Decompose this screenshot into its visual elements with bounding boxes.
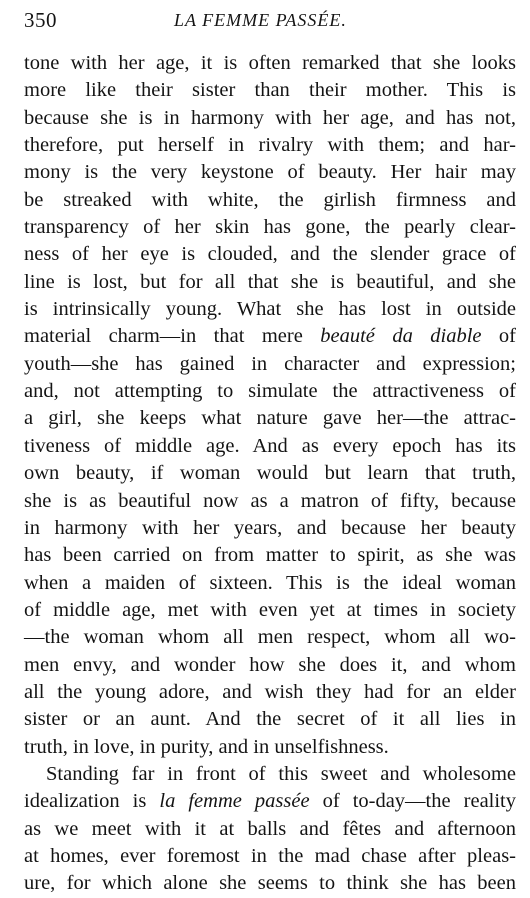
text-line: at homes, ever foremost in the mad chase after pleas- xyxy=(24,844,516,867)
text-line: tone with her age, it is often remarked that she looks xyxy=(24,52,516,74)
text-line: men envy, and wonder how she does it, and whom xyxy=(24,653,516,676)
text-line: line is lost, but for all that she is beautiful, and she xyxy=(24,270,516,293)
text-line: sister or an aunt. And the secret of it all lies in xyxy=(24,708,516,731)
page-number: 350 xyxy=(24,8,57,32)
italic-phrase: la femme passée xyxy=(159,790,310,813)
text-line: has been carried on from matter to spirit, as she was xyxy=(24,544,516,567)
text-line: as we meet with it at balls and fêtes and afternoon xyxy=(24,817,516,840)
body-text xyxy=(24,50,516,898)
text-line xyxy=(24,788,516,815)
text-run: idealization is xyxy=(24,790,160,813)
page-header xyxy=(24,6,516,34)
text-line: all the young adore, and wish they had for an elder xyxy=(24,680,516,703)
text-run: of xyxy=(481,325,517,348)
running-title: LA FEMME PASSÉE. xyxy=(174,10,347,30)
text-line: be streaked with white, the girlish firmness and xyxy=(24,188,516,211)
text-line xyxy=(24,323,516,350)
text-line: and, not attempting to simulate the attractiveness of xyxy=(24,380,516,403)
paragraph-first-line: Standing far in front of this sweet and wholesome xyxy=(46,762,516,785)
text-line: ness of her eye is clouded, and the slender grace of xyxy=(24,243,516,266)
text-line: she is as beautiful now as a matron of fifty, because xyxy=(24,489,516,512)
text-run: of to-day—the reality xyxy=(309,790,517,813)
text-line: —the woman whom all men respect, whom all wo- xyxy=(24,626,516,649)
text-line: a girl, she keeps what nature gave her—the attrac- xyxy=(24,407,516,430)
text-line: of middle age, met with even yet at times in society xyxy=(24,598,516,621)
text-line: therefore, put herself in rivalry with them; and har- xyxy=(24,134,516,157)
text-line: transparency of her skin has gone, the pearly clear- xyxy=(24,216,516,239)
text-line: youth—she has gained in character and expression; xyxy=(24,352,516,375)
text-run: material charm—in that mere xyxy=(24,325,321,348)
text-line: tiveness of middle age. And as every epoch has its xyxy=(24,434,516,457)
text-line: because she is in harmony with her age, and has not, xyxy=(24,106,516,129)
italic-phrase: beauté da diable xyxy=(320,325,482,348)
text-line: is intrinsically young. What she has lost in outside xyxy=(24,298,516,321)
text-line: in harmony with her years, and because her beauty xyxy=(24,516,516,539)
text-line: own beauty, if woman would but learn that truth, xyxy=(24,462,516,485)
text-line: ure, for which alone she seems to think she has been xyxy=(24,872,516,895)
text-line: more like their sister than their mother. This is xyxy=(24,79,516,102)
text-line: when a maiden of sixteen. This is the ideal woman xyxy=(24,571,516,594)
paragraph-last-line: truth, in love, in purity, and in unselfishness. xyxy=(24,735,389,758)
text-line: mony is the very keystone of beauty. Her hair may xyxy=(24,161,516,184)
